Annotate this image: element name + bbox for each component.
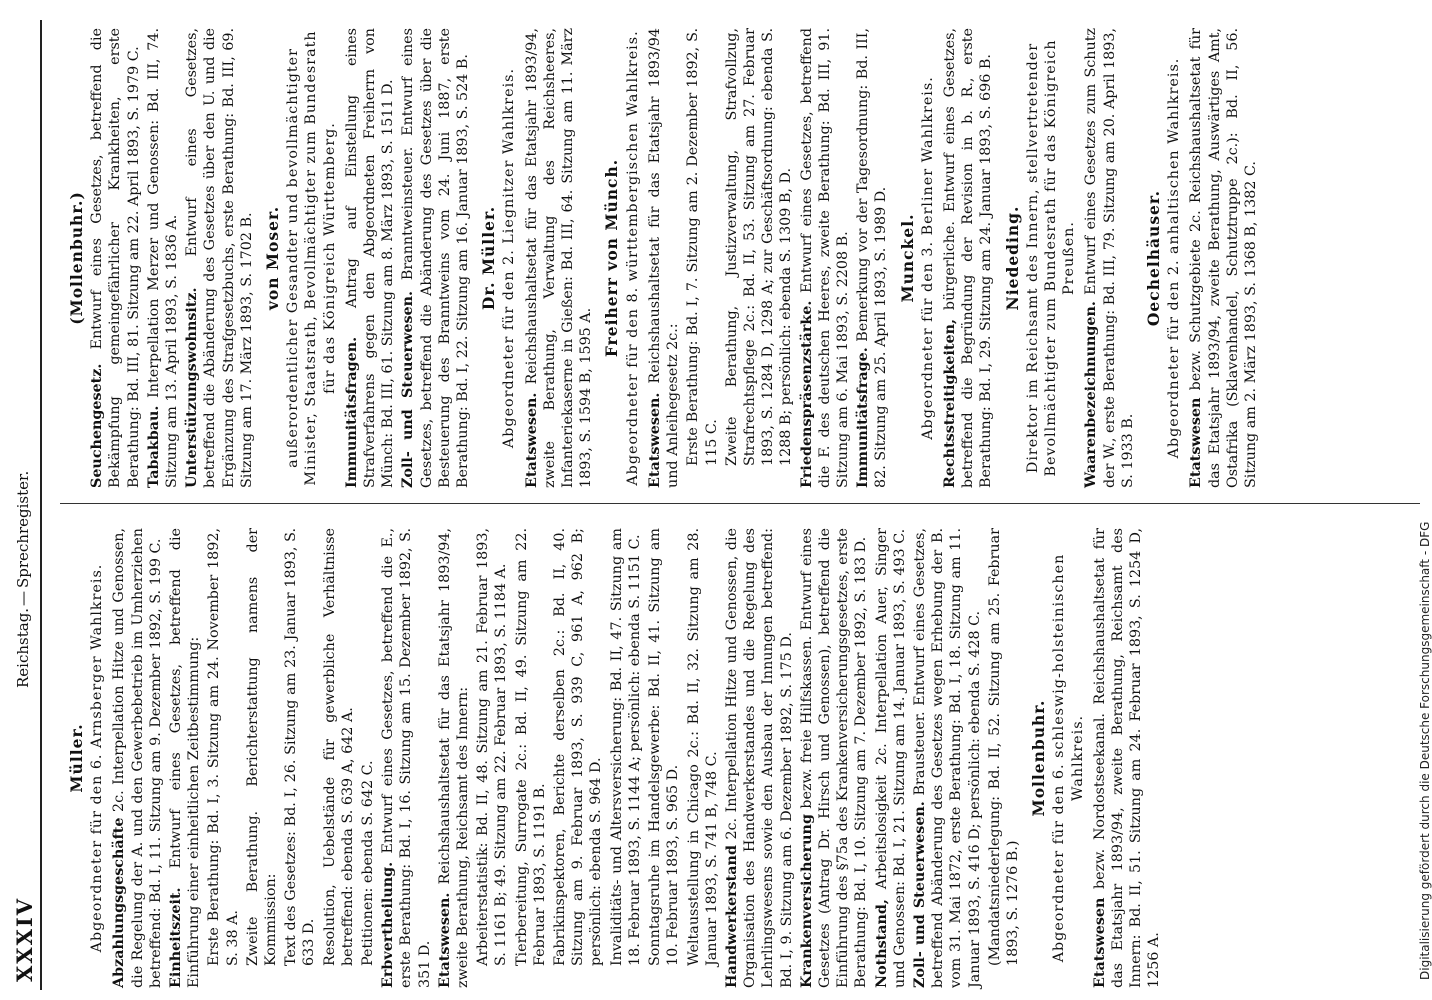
index-entry (183, 28, 256, 488)
sub-entry (513, 528, 549, 988)
speaker-name: von Moser. (263, 205, 283, 311)
entry-text: Bemerkung vor der Tagesordnung: Bd. III, 82. Sitzung am 25. April 1893, S. 1989 D. (855, 28, 890, 488)
speaker-name: Müller. (67, 723, 86, 793)
left-column (60, 528, 1432, 988)
sub-entry (205, 528, 241, 988)
speaker-name: Freiherr von Münch. (602, 158, 622, 358)
entry-keyword: Unterstützungswohnsitz. (184, 287, 201, 488)
entry-keyword: Friedenspräsenzstärke. (798, 300, 815, 488)
entry-text: Reichshaushaltsetat für das Etatsjahr 1893/94, zweite Berathung, Reichsamt des Innern: (436, 528, 472, 988)
entry-text: Invaliditäts- und Altersversicherung: Bd. II, 47. Sitzung am 18. Februar 1893, S. 1144 A; persönlich: ebenda S. 1151 C. (608, 528, 643, 966)
sub-entry (244, 528, 280, 988)
speaker-name: (Mollenbuhr.) (67, 191, 86, 325)
sub-entry (608, 528, 644, 988)
speaker-name: Mollenbuhr. (1029, 699, 1049, 817)
sub-entry (986, 528, 1022, 988)
entry-keyword: Immunitätsfragen. (343, 336, 360, 488)
entry-text: Zweite Berathung. Berichterstattung namens der Kommission: (244, 528, 280, 966)
index-entry (646, 28, 682, 488)
index-entry (110, 528, 165, 988)
entry-keyword: Etatswesen (1091, 897, 1108, 988)
sub-entry (282, 528, 318, 988)
entry-text: Arbeitslosigkeit 2c. Interpellation Auer, Singer und Genossen: Bd. I, 21. Sitzung am 14. Januar 1893, S. 493 C. (873, 528, 908, 988)
entry-text: 2c. Interpellation Hitze und Genossen, die Regelung der A. und den Gewerbebetrieb im Umherziehen betreffend: Bd. I, 11. Sitzung am 9. Dezember 1892, S. 199 C. (111, 528, 164, 988)
index-entry (523, 28, 596, 488)
speaker-district: Abgeordneter für den 8. württembergischen Wahlkreis. (624, 30, 641, 486)
entry-text: Entwurf eines Gesetzes, betreffend die Abänderung des Gesetzes über den U. und die Ergänzung des Strafgesetzbuchs, erste Berathung: Bd. III, 69. Sitzung am 17. März 1893, S. 1702 B. (184, 28, 255, 488)
entry-keyword: Immunitätsfrage. (855, 347, 872, 488)
entry-text: bürgerliche. Entwurf eines Gesetzes, betreffend die Begründung der Revision in b. R., erste Berathung: Bd. I, 29. Sitzung am 24. Januar 1893, S. 696 B. (941, 28, 995, 488)
sub-entry (685, 528, 721, 988)
speaker-district: außerordentlicher Gesandter und bevollmächtigter Minister, Staatsrath, Bevollmächtigter zum Bundesrath für das Königreich Württemberg. (285, 30, 338, 486)
index-entry (798, 28, 853, 488)
entry-text: Entwurf eines Gesetzes, betreffend die Bekämpfung gemeingefährlicher Krankheiten, erste Berathung: Bd. III, 81. Sitzung am 22. April 1893, S. 1979 C. (89, 28, 142, 488)
sub-entry (321, 528, 357, 988)
entry-text: (Mandatsniederlegung: Bd. II, 52. Sitzung am 25. Februar 1893, S. 1276 B.) (986, 528, 1021, 966)
entry-keyword: Etatswesen (1188, 397, 1205, 488)
entry-keyword: Tabakbau. (145, 405, 162, 488)
sub-entry (359, 528, 377, 988)
entry-text: Weltausstellung in Chicago 2c.: Bd. II, 32. Sitzung am 28. Januar 1893, S. 741 B, 748 C. (685, 528, 720, 966)
entry-text: 2c. Interpellation Hitze und Genossen, die Organisation des Handwerkerstandes und die Regelung des Lehrlingswesens sowie den Ausbau der Innungen betreffend: Bd. I, 9. Sitzung am 6. Dezember 1892, S. 175 D. (723, 528, 795, 988)
entry-text: Entwurf eines Gesetzes, betreffend die Einführung einer einheitlichen Zeitbestimmung: (168, 528, 203, 988)
entry-keyword: Nothstand, (873, 899, 890, 988)
entry-text: Arbeiterstatistik: Bd. II, 48. Sitzung am 21. Februar 1893, S. 1161 B; 49. Sitzung am 22. Februar 1893, S. 1184 A. (475, 528, 510, 966)
entry-text: Erste Berathung: Bd. I, 3. Sitzung am 24. November 1892, S. 38 A. (206, 528, 241, 966)
index-entry (873, 528, 909, 988)
entry-text: Entwurf eines Gesetzes, betreffend die E., erste Berathung: Bd. I, 16. Sitzung am 15. Dezember 1892, S. 351 D. (380, 528, 433, 988)
column-divider (60, 503, 1420, 504)
right-column (60, 28, 1432, 488)
index-entry (723, 528, 796, 988)
speaker-district: Abgeordneter für den 6. Arnsberger Wahlkreis. (89, 563, 106, 953)
speaker-district: Abgeordneter für den 6. schleswig-holsteinischen Wahlkreis. (1051, 553, 1086, 963)
speaker-district: Direktor im Reichsamt des Innern, stellvertretender Bevollmächtigter zum Bundesrath für das Königreich Preußen. (1024, 39, 1078, 477)
running-head (0, 0, 40, 1000)
entry-text: Branntweinsteuer. Entwurf eines Gesetzes, betreffend die Abänderung des Gesetzes über die Besteuerung des Branntweins vom 24. Juni 1887, erste Berathung: Bd. I, 22. Sitzung am 16. Januar 1893, S. 524 B. (400, 28, 472, 488)
index-entry (145, 28, 181, 488)
index-entry (167, 528, 203, 988)
entry-text: Sonntagsruhe im Handelsgewerbe: Bd. II, 41. Sitzung am 10. Februar 1893, S. 965 D. (647, 528, 682, 966)
index-entry (941, 28, 996, 488)
running-head-separator: — (14, 591, 32, 606)
speaker-name: Dr. Müller. (479, 205, 499, 311)
entry-keyword: Zoll- und Steuerwesen. (911, 801, 928, 988)
index-entry (1091, 528, 1164, 988)
entry-keyword: Abzahlungsgeschäfte (111, 817, 128, 988)
entry-text: Fabrikinspektoren, Berichte derselben 2c.: Bd. II, 40. Sitzung am 9. Februar 1893, S. 939 C, 961 A, 962 B; persönlich: ebenda S. 964 D. (552, 528, 605, 966)
entry-keyword: Waarenbezeichnungen. (1083, 301, 1100, 488)
entry-text: Entwurf eines Gesetzes zum Schutz der W., erste Berathung: Bd. III, 79. Sitzung am 20. April 1893, S. 1933 B. (1083, 28, 1136, 488)
entry-text: Antrag auf Einstellung eines Strafverfahrens gegen den Abgeordneten Freiherrn von Münch: Bd. III, 61. Sitzung am 8. März 1893, S. 1511 D. (343, 28, 397, 488)
sub-entry (723, 28, 796, 488)
entry-text: Resolution, Uebelstände für gewerbliche Verhältnisse betreffend: ebenda S. 639 A, 642 A. (321, 528, 356, 966)
entry-text: Petitionen: ebenda S. 642 C. (360, 760, 377, 966)
entry-text: Entwurf eines Gesetzes, betreffend die F. des deutschen Heeres, zweite Berathung: Bd. III, 91. Sitzung am 6. Mai 1893, S. 2208 B. (798, 28, 851, 488)
entry-keyword: Etatswesen. (523, 392, 540, 488)
speaker-name: Niededing. (1002, 205, 1022, 311)
index-entry (854, 28, 890, 488)
entry-keyword: Etatswesen. (436, 892, 453, 988)
page-number: XXXIV (12, 897, 37, 982)
entry-text: bezw. freie Hilfskassen. Entwurf eines Gesetzes (Antrag Dr. Hirsch und Genossen), betreffend die Einführung des §75a des Krankenversicherungsgesetzes, erste Berathung: Bd. I, 10. Sitzung am 7. Dezember 1892, S. 183 D. (798, 528, 870, 988)
index-entry (911, 528, 984, 988)
entry-text: Reichshaushaltsetat für das Etatsjahr 1893/94 und Anleihegesetz 2c.: (646, 28, 682, 488)
entry-text: Reichshaushaltsetat für das Etatsjahr 1893/94, zweite Berathung, Verwaltung des Reichsheeres, Infanteriekaserne in Gießen: Bd. III, 64. Sitzung am 11. März 1893, S. 1594 B, 1595 A. (523, 28, 595, 488)
header-rule (40, 20, 42, 990)
entry-keyword: Seuchengesetz. (89, 363, 106, 488)
entry-text: Brausteuer. Entwurf eines Gesetzes, betreffend Abänderung des Gesetzes wegen Erhebung der B. vom 31. Mai 1872, erste Berathung: Bd. I, 18. Sitzung am 11. Januar 1893, S. 416 D; persönlich: ebenda S. 428 C. (911, 528, 983, 988)
index-entry (379, 528, 434, 988)
entry-text: Text des Gesetzes: Bd. I, 26. Sitzung am 23. Januar 1893, S. 633 D. (283, 528, 318, 966)
index-entry (436, 528, 472, 988)
entry-text: bezw. Schutzgebiete 2c. Reichshaushaltsetat für das Etatsjahr 1893/94, zweite Berathung, Auswärtiges Amt, Ostafrika (Sklavenhandel, Schutztruppe 2c.): Bd. II, 56. Sitzung am 2. März 1893, S. 1368 B, 1382 C. (1188, 28, 1259, 488)
speaker-name: Oechelhäuser. (1143, 189, 1163, 327)
index-entry (88, 28, 143, 488)
running-head-title: Reichstag. (14, 607, 32, 688)
entry-keyword: Handwerkerstand (723, 845, 740, 988)
entry-keyword: Krankenversicherung (798, 814, 815, 988)
entry-keyword: Rechtsstreitigkeiten, (941, 319, 958, 488)
speaker-name: Munckel. (897, 213, 917, 303)
speaker-district: Abgeordneter für den 2. Liegnitzer Wahlkreis. (501, 67, 518, 449)
speaker-district: Abgeordneter für den 2. anhaltischen Wahlkreis. (1166, 57, 1183, 459)
entry-keyword: Etatswesen. (646, 392, 663, 488)
sub-entry (474, 528, 510, 988)
dfg-credit: Digitalisierung gefördert durch die Deutsche Forschungsgemeinschaft - DFG (1418, 521, 1432, 980)
entry-keyword: Einheitszeit. (168, 887, 185, 988)
entry-keyword: Zoll- und Steuerwesen. (400, 290, 417, 488)
running-head-subtitle: Sprechregister. (14, 470, 32, 588)
index-entry (399, 28, 472, 488)
sub-entry (551, 528, 606, 988)
entry-keyword: Erbvertheilung. (380, 861, 397, 988)
entry-text: Zweite Berathung, Justizverwaltung, Strafvollzug, Strafrechtspflege 2c.: Bd. II, 53. Sitzung am 27. Februar 1893, S. 1284 D, 1298 A; zur Geschäftsordnung: ebenda S. 1288 B; persönlich: ebenda S. 1309 B, D. (723, 28, 795, 466)
entry-text: Tierbereitung, Surrogate 2c.: Bd. II, 49. Sitzung am 22. Februar 1893, S. 1191 B. (513, 528, 548, 966)
index-entry (1187, 28, 1260, 488)
speaker-district: Abgeordneter für den 3. Berliner Wahlkreis. (919, 76, 936, 440)
index-entry (798, 528, 871, 988)
sub-entry (646, 528, 682, 988)
entry-text: Erste Berathung: Bd. I, 7. Sitzung am 2. Dezember 1892, S. 115 C. (685, 28, 720, 466)
index-entry (343, 28, 398, 488)
entry-text: bezw. Nordostseekanal. Reichshaushaltsetat für das Etatsjahr 1893/94, zweite Berathung, Reichsamt des Innern: Bd. II, 51. Sitzung am 24. Februar 1893, S. 1254 D, 1256 A. (1091, 528, 1163, 988)
index-entry (1082, 28, 1137, 488)
sub-entry (684, 28, 720, 488)
entry-text: Interpellation Merzer und Genossen: Bd. III, 74. Sitzung am 13. April 1893, S. 1836 A. (145, 28, 181, 488)
